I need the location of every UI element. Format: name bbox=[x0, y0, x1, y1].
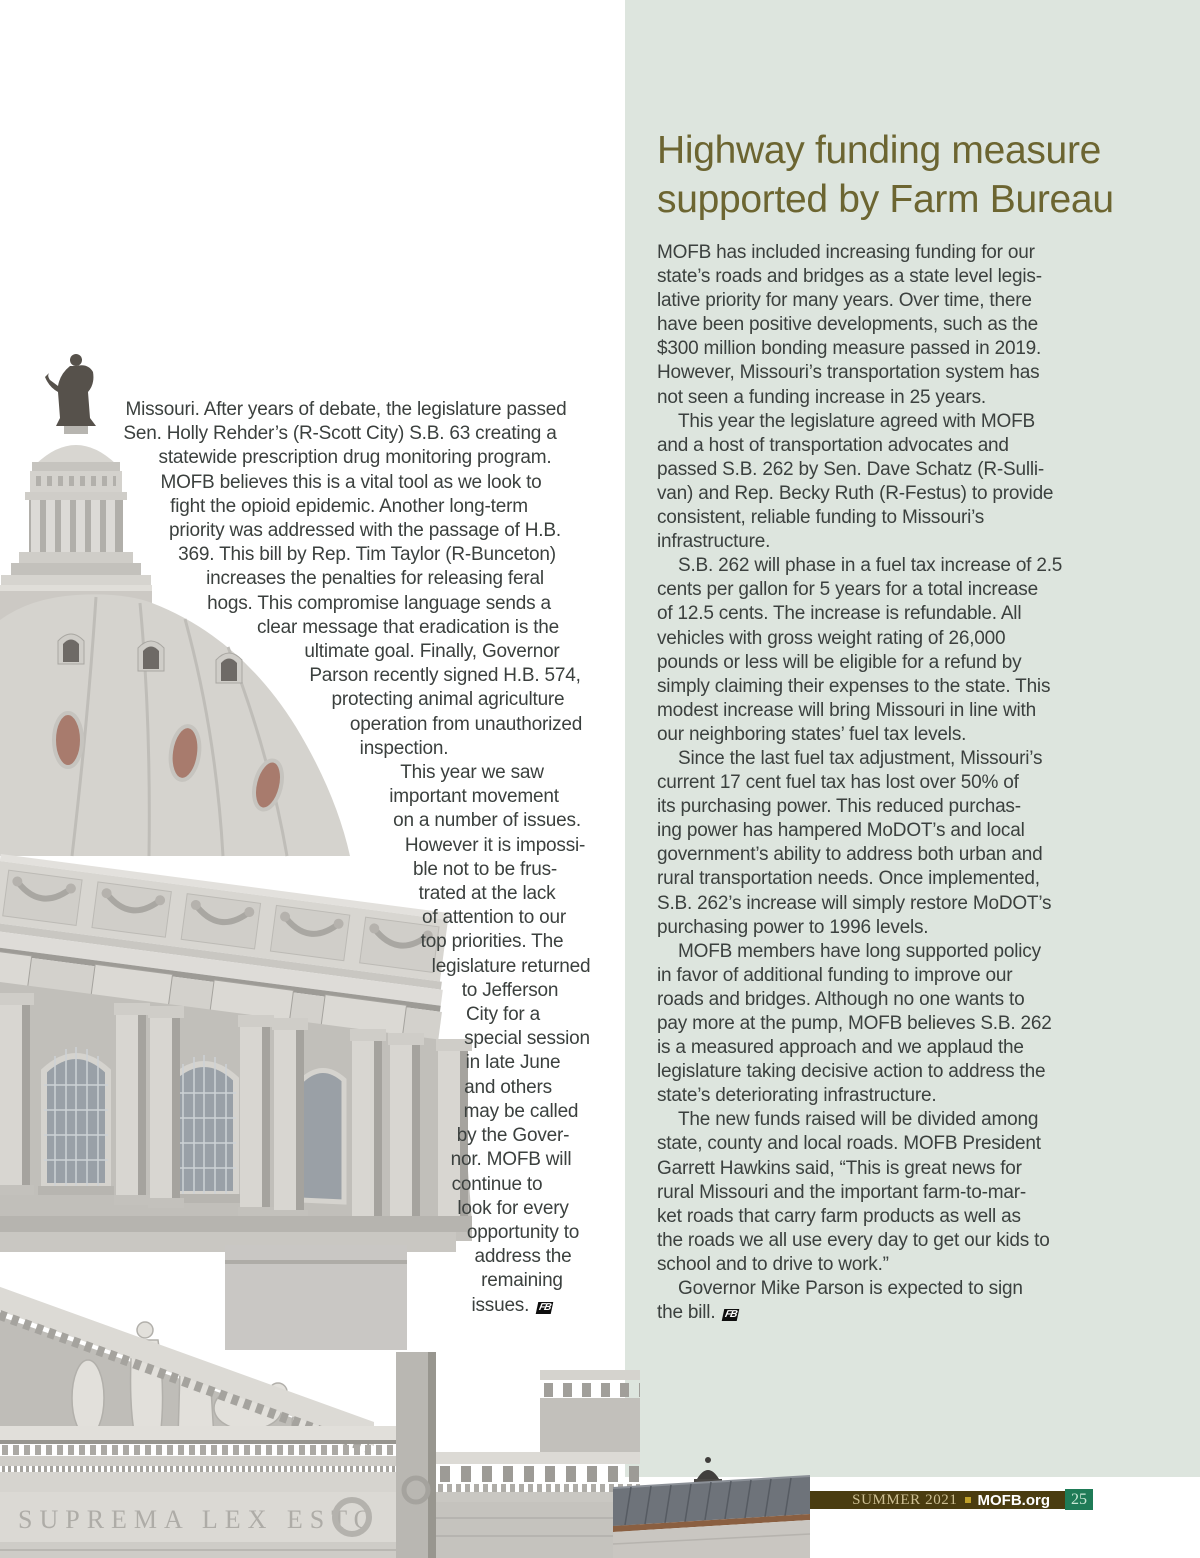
right-article-line: passed S.B. 262 by Sen. Dave Schatz (R-Sulli- bbox=[657, 458, 1045, 480]
right-article-line: MOFB has included increasing funding for our bbox=[657, 242, 1035, 263]
left-article-line: priority was addressed with the passage of H.B. bbox=[169, 520, 561, 542]
footer-bullet-icon bbox=[965, 1497, 971, 1503]
right-article-line: pounds or less will be eligible for a refund by bbox=[657, 651, 1022, 673]
right-article-line: $300 million bonding measure passed in 2019. bbox=[657, 338, 1042, 360]
right-article-line: the roads we all use every day to get our kids to bbox=[657, 1229, 1050, 1251]
left-article-line: continue to bbox=[451, 1173, 543, 1195]
left-article-line: issues. FB bbox=[471, 1294, 552, 1316]
right-article-line: legislature taking decisive action to address the bbox=[657, 1061, 1046, 1083]
right-article-line: rural transportation needs. Once implemented, bbox=[657, 868, 1040, 890]
right-article-line: in favor of additional funding to improve our bbox=[657, 964, 1013, 986]
right-article-line: cents per gallon for 5 years for a total increase bbox=[657, 579, 1038, 601]
right-article-line: Since the last fuel tax adjustment, Missouri’s bbox=[678, 747, 1043, 769]
left-article-line: Missouri. After years of debate, the legislature passed bbox=[125, 399, 567, 420]
left-article-line: MOFB believes this is a vital tool as we look to bbox=[160, 471, 542, 493]
left-article-line: look for every bbox=[457, 1197, 569, 1219]
left-article-line: operation from unauthorized bbox=[349, 713, 583, 735]
left-article-line: increases the penalties for releasing feral bbox=[206, 568, 544, 590]
left-article-line: However it is impossi- bbox=[404, 834, 586, 856]
left-article-line: top priorities. The bbox=[420, 931, 564, 953]
right-article-line: and a host of transportation advocates and bbox=[657, 434, 1009, 456]
left-article-line: on a number of issues. bbox=[393, 810, 581, 832]
left-article-line: fight the opioid epidemic. Another long-term bbox=[170, 495, 528, 517]
right-article-line: have been positive developments, such as the bbox=[657, 314, 1038, 336]
left-article-line: special session bbox=[464, 1028, 590, 1050]
article-headline bbox=[657, 126, 1157, 224]
right-article-line: not seen a funding increase in 25 years. bbox=[657, 386, 986, 408]
right-article-line: S.B. 262 will phase in a fuel tax increase of 2.5 bbox=[678, 555, 1063, 577]
right-article-line: van) and Rep. Becky Ruth (R-Festus) to provide bbox=[657, 482, 1054, 504]
right-article-line: S.B. 262’s increase will simply restore MoDOT’s bbox=[657, 892, 1052, 914]
right-article-line: However, Missouri’s transportation system has bbox=[657, 362, 1040, 384]
right-article-line: consistent, reliable funding to Missouri’s bbox=[657, 507, 985, 529]
right-article-line: lative priority for many years. Over time, there bbox=[657, 290, 1032, 312]
right-article-line: simply claiming their expenses to the state. This bbox=[657, 675, 1051, 697]
left-article-line: in late June bbox=[465, 1052, 561, 1074]
right-article-line: infrastructure. bbox=[657, 531, 771, 553]
right-article-line: MOFB members have long supported policy bbox=[678, 940, 1041, 962]
right-article-line: state, county and local roads. MOFB President bbox=[657, 1133, 1041, 1155]
left-article-line: opportunity to bbox=[466, 1221, 580, 1243]
right-article-line: Governor Mike Parson is expected to sign bbox=[678, 1278, 1023, 1300]
left-article-line: Sen. Holly Rehder’s (R-Scott City) S.B. 63 creating a bbox=[123, 423, 557, 445]
footer-issue-label: SUMMER 2021 bbox=[852, 1491, 958, 1508]
footer-site-label: MOFB.org bbox=[977, 1491, 1050, 1509]
headline-line-2: supported by Farm Bureau bbox=[657, 178, 1114, 221]
left-article-line: important movement bbox=[389, 786, 559, 808]
right-article-line: Garrett Hawkins said, “This is great news for bbox=[657, 1157, 1022, 1179]
left-article-line: by the Gover- bbox=[456, 1125, 570, 1147]
footer-bar bbox=[810, 1491, 1065, 1509]
right-article-line: ing power has hampered MoDOT’s and local bbox=[657, 820, 1025, 842]
left-article-line: hogs. This compromise language sends a bbox=[207, 592, 551, 614]
right-article-line: pay more at the pump, MOFB believes S.B. 262 bbox=[657, 1013, 1052, 1034]
capitol-roof-photo bbox=[613, 1452, 810, 1558]
left-article-line: of attention to our bbox=[421, 907, 567, 929]
right-article-line: This year the legislature agreed with MOFB bbox=[678, 410, 1035, 432]
left-article-line: This year we saw bbox=[400, 762, 544, 784]
left-article-line: ble not to be frus- bbox=[412, 858, 558, 880]
left-article-line: City for a bbox=[465, 1004, 541, 1026]
left-article-line: trated at the lack bbox=[418, 883, 556, 905]
right-article-line: modest increase will bring Missouri in line with bbox=[657, 699, 1036, 721]
left-article-line: protecting animal agriculture bbox=[331, 689, 565, 711]
lower-wing bbox=[436, 1370, 640, 1558]
right-article-line: of 12.5 cents. The increase is refundable. All bbox=[657, 603, 1022, 625]
left-article-line: may be called bbox=[463, 1100, 579, 1122]
right-article-line: our neighboring states’ fuel tax levels. bbox=[657, 723, 967, 745]
right-article-line: state’s roads and bridges as a state level legis- bbox=[657, 266, 1042, 288]
left-article-line: ultimate goal. Finally, Governor bbox=[304, 641, 560, 663]
article-end-mark: FB bbox=[536, 1302, 554, 1314]
left-article-line: and others bbox=[464, 1076, 552, 1098]
headline-line-1: Highway funding measure bbox=[657, 129, 1102, 172]
right-article-line: current 17 cent fuel tax has lost over 50% of bbox=[657, 772, 1019, 794]
right-article-line: the bill. FB bbox=[657, 1302, 739, 1324]
right-article-line: ket roads that carry farm products as well as bbox=[657, 1205, 1021, 1227]
right-article-line: is a measured approach and we applaud the bbox=[657, 1037, 1024, 1059]
left-article-line: legislature returned bbox=[431, 955, 591, 977]
page-number-badge: 25 bbox=[1065, 1489, 1093, 1510]
left-article-line: nor. MOFB will bbox=[450, 1149, 572, 1171]
left-article-line: inspection. bbox=[359, 737, 449, 759]
right-article-line: its purchasing power. This reduced purchas- bbox=[657, 796, 1021, 818]
right-article-column bbox=[657, 241, 1132, 1325]
left-article-line: clear message that eradication is the bbox=[256, 616, 560, 638]
right-article-line: school and to drive to work.” bbox=[657, 1253, 889, 1275]
left-article-column bbox=[0, 398, 600, 1318]
article-end-mark: FB bbox=[722, 1309, 740, 1321]
left-article-line: address the bbox=[474, 1246, 572, 1268]
left-article-line: 369. This bill by Rep. Tim Taylor (R-Bunceton) bbox=[178, 544, 556, 566]
right-article-line: purchasing power to 1996 levels. bbox=[657, 916, 929, 938]
right-article-line: vehicles with gross weight rating of 26,000 bbox=[657, 627, 1006, 649]
right-article-line: roads and bridges. Although no one wants to bbox=[657, 988, 1025, 1010]
pediment-inscription: SUPREMA LEX ESTO bbox=[18, 1505, 380, 1534]
left-article-line: statewide prescription drug monitoring program. bbox=[158, 447, 552, 469]
right-article-line: The new funds raised will be divided among bbox=[678, 1109, 1039, 1131]
right-article-line: state’s deteriorating infrastructure. bbox=[657, 1085, 937, 1107]
right-article-line: rural Missouri and the important farm-to-mar- bbox=[657, 1181, 1026, 1203]
left-article-line: remaining bbox=[481, 1270, 563, 1292]
left-article-line: Parson recently signed H.B. 574, bbox=[309, 665, 581, 687]
right-article-line: government’s ability to address both urban and bbox=[657, 844, 1043, 866]
left-article-line: to Jefferson bbox=[461, 979, 559, 1001]
